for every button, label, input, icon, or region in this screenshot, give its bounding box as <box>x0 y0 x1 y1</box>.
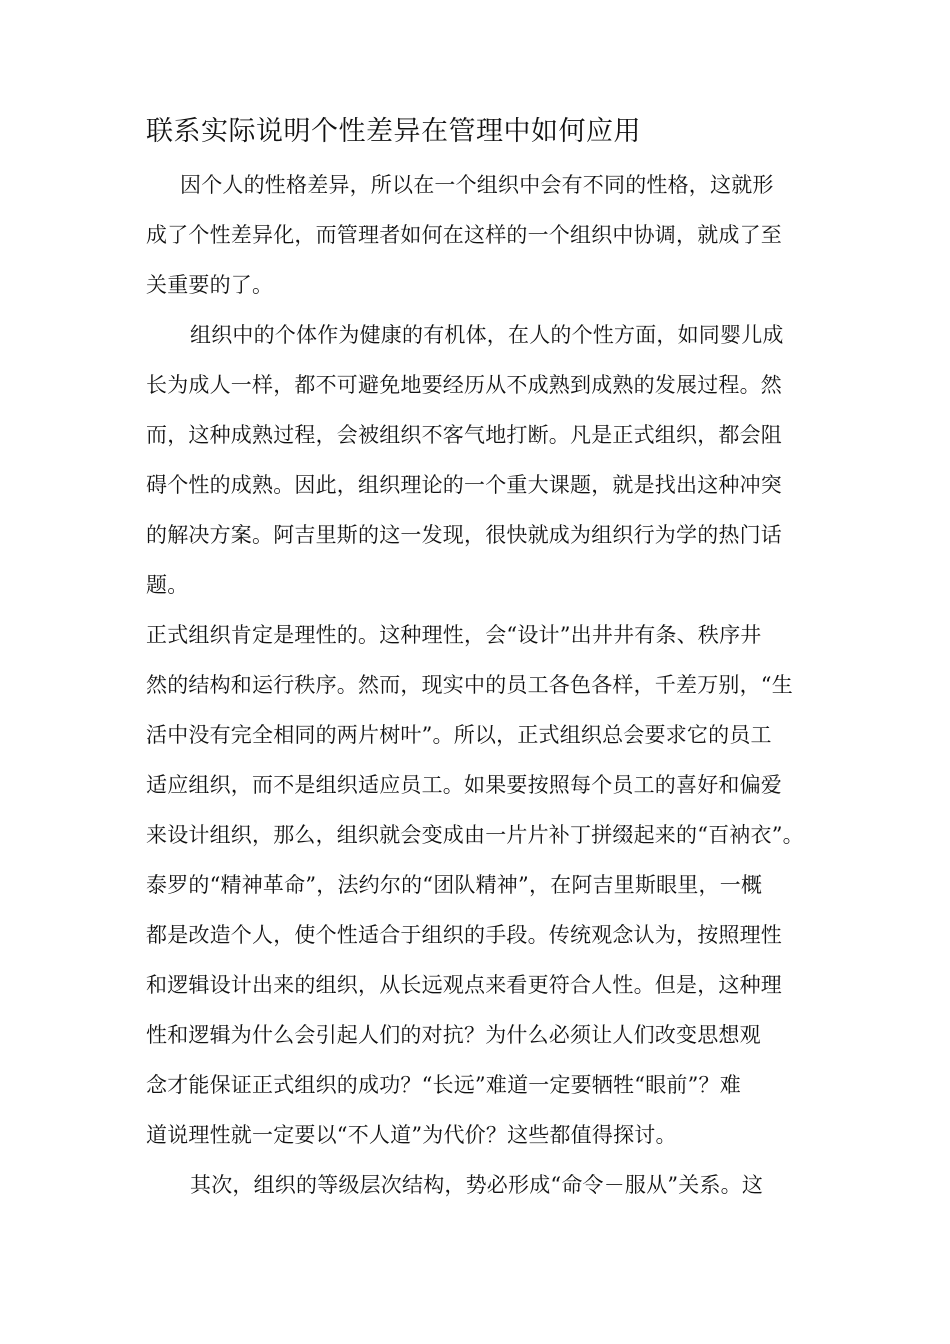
paragraph-line: 关重要的了。 <box>146 273 274 297</box>
paragraph-line: 题。 <box>146 573 189 597</box>
paragraph-line: 的解决方案。阿吉里斯的这一发现，很快就成为组织行为学的热门话 <box>146 523 782 547</box>
paragraph-line: 正式组织肯定是理性的。这种理性，会“设计”出井井有条、秩序井 <box>146 623 762 647</box>
paragraph-line: 碍个性的成熟。因此，组织理论的一个重大课题，就是找出这种冲突 <box>146 473 782 497</box>
paragraph-line: 念才能保证正式组织的成功？“长远”难道一定要牺牲“眼前”？难 <box>146 1073 741 1097</box>
paragraph-line: 来设计组织，那么，组织就会变成由一片片补丁拼缀起来的“百衲衣”。 <box>146 823 804 847</box>
paragraph-line: 适应组织，而不是组织适应员工。如果要按照每个员工的喜好和偏爱 <box>146 773 782 797</box>
document-title: 联系实际说明个性差异在管理中如何应用 <box>146 116 641 147</box>
paragraph-line: 长为成人一样，都不可避免地要经历从不成熟到成熟的发展过程。然 <box>146 373 782 397</box>
paragraph-line: 成了个性差异化，而管理者如何在这样的一个组织中协调，就成了至 <box>146 223 782 247</box>
paragraph-line: 和逻辑设计出来的组织，从长远观点来看更符合人性。但是，这种理 <box>146 973 782 997</box>
paragraph-line: 其次，组织的等级层次结构，势必形成“命令－服从”关系。这 <box>190 1173 764 1197</box>
paragraph-line: 道说理性就一定要以“不人道”为代价？这些都值得探讨。 <box>146 1123 677 1147</box>
paragraph-line: 而，这种成熟过程，会被组织不客气地打断。凡是正式组织，都会阻 <box>146 423 782 447</box>
paragraph-line: 活中没有完全相同的两片树叶”。所以，正式组织总会要求它的员工 <box>146 723 772 747</box>
paragraph-line: 都是改造个人，使个性适合于组织的手段。传统观念认为，按照理性 <box>146 923 782 947</box>
paragraph-line: 然的结构和运行秩序。然而，现实中的员工各色各样，千差万别，“生 <box>146 673 793 697</box>
paragraph-line: 泰罗的“精神革命”，法约尔的“团队精神”，在阿吉里斯眼里，一概 <box>146 873 763 897</box>
paragraph-line: 性和逻辑为什么会引起人们的对抗？为什么必须让人们改变思想观 <box>146 1023 761 1047</box>
paragraph-line: 因个人的性格差异，所以在一个组织中会有不同的性格，这就形 <box>180 173 774 197</box>
paragraph-line: 组织中的个体作为健康的有机体，在人的个性方面，如同婴儿成 <box>190 323 784 347</box>
